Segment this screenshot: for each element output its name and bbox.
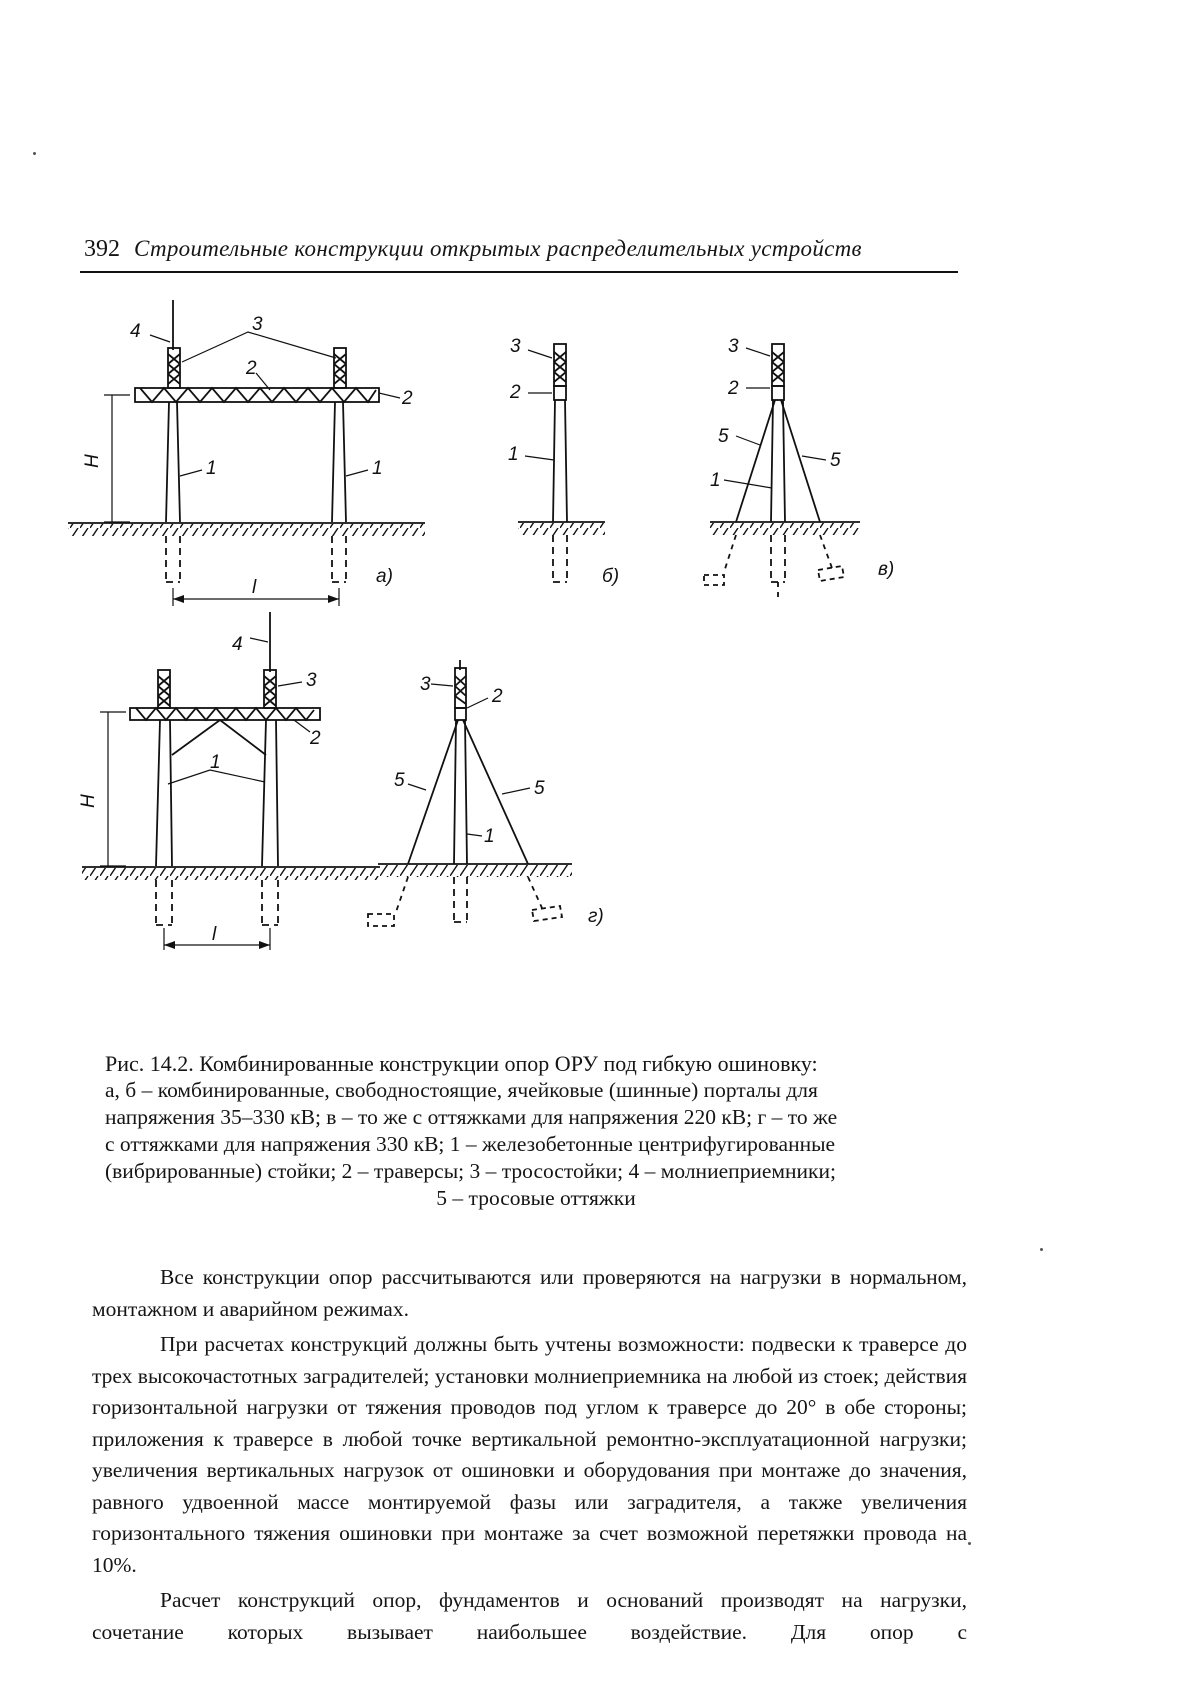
caption-line: с оттяжками для напряжения 330 кВ; 1 – железобетонные центрифугированные [105,1132,836,1156]
caption-line: напряжения 35–330 кВ; в – то же с оттяжками для напряжения 220 кВ; г – то же [105,1105,838,1129]
callout-2-v: 2 [728,378,739,399]
panel-label-g: г) [588,906,604,927]
callout-5-v-right: 5 [830,450,841,471]
callout-4-a: 4 [130,321,141,342]
structures-drawing [60,300,1000,1040]
caption-line: 5 – тросовые оттяжки [436,1186,636,1210]
page-number: 392 [84,236,120,262]
scan-speck [33,152,36,155]
panel-label-v: в) [878,559,895,580]
callout-1-a2: 1 [210,752,221,773]
callout-5-g-right: 5 [534,778,545,799]
paragraph: Расчет конструкций опор, фундаментов и оснований производят на нагрузки, сочетание которых вызывает наибольшее воздействие. Для опор с [92,1588,967,1644]
panel-b-drawing [518,344,605,582]
header-rule [80,271,958,273]
callout-1-b: 1 [508,444,519,465]
caption-line: а, б – комбинированные, свободностоящие, ячейковые (шинные) порталы для [105,1078,818,1102]
running-title: Строительные конструкции открытых распределительных устройств [134,236,862,261]
callout-3-v: 3 [728,336,739,357]
callout-4-a2: 4 [232,634,243,655]
figure-caption [105,1050,967,1212]
callout-1-g: 1 [484,826,495,847]
paragraph: При расчетах конструкций должны быть учтены возможности: подвески к траверсе до трех высокочастотных заградителей; установки молниеприемника на любой из стоек; действия горизонтальной нагрузки от тяжения проводов под углом к траверсе до 20° в обе стороны; приложения к траверсе в любой точке вертикальной ремонтно-эксплуатационной нагрузки; увеличения вертикальных нагрузок от ошиновки и оборудования при монтаже до значения, равного удвоенной массе монтируемой фазы или заградителя, а также увеличения горизонтального тяжения ошиновки при монтаже за счет возможной перетяжки провода на 10%. [92,1332,968,1577]
scan-speck [968,1542,971,1545]
callout-2-b: 2 [510,382,521,403]
callout-2-g: 2 [492,686,503,707]
height-label-a2: H [78,794,99,808]
scan-speck [1040,1248,1043,1251]
panel-a-drawing [68,300,425,606]
callout-3-b: 3 [510,336,521,357]
body-text [92,1262,967,1652]
callout-1-a-left: 1 [206,458,217,479]
height-label-a: H [82,454,103,468]
caption-line: (вибрированные) стойки; 2 – траверсы; 3 – тросостойки; 4 – молниеприемники; [105,1159,836,1183]
callout-5-g-left: 5 [394,770,405,791]
figure-14-2 [60,300,1000,1040]
callout-3-a2: 3 [306,670,317,691]
callout-1-v: 1 [710,470,721,491]
callout-1-a-right: 1 [372,458,383,479]
caption-title: Рис. 14.2. Комбинированные конструкции опор ОРУ под гибкую ошиновку: [105,1051,818,1076]
callout-3-g: 3 [420,674,431,695]
callout-2-a-top: 2 [246,358,257,379]
callout-2-a2: 2 [310,728,321,749]
running-header [84,232,964,272]
paragraph: Все конструкции опор рассчитываются или проверяются на нагрузки в нормальном, монтажном и аварийном режимах. [92,1265,967,1321]
panel-a2-drawing [82,612,380,950]
span-label-a: l [252,577,257,598]
callout-3-a: 3 [252,314,263,335]
panel-label-b: б) [602,566,620,587]
callout-5-v-left: 5 [718,426,729,447]
callout-2-a-right: 2 [402,388,413,409]
panel-label-a: а) [376,566,393,587]
span-label-a2: l [212,924,217,945]
